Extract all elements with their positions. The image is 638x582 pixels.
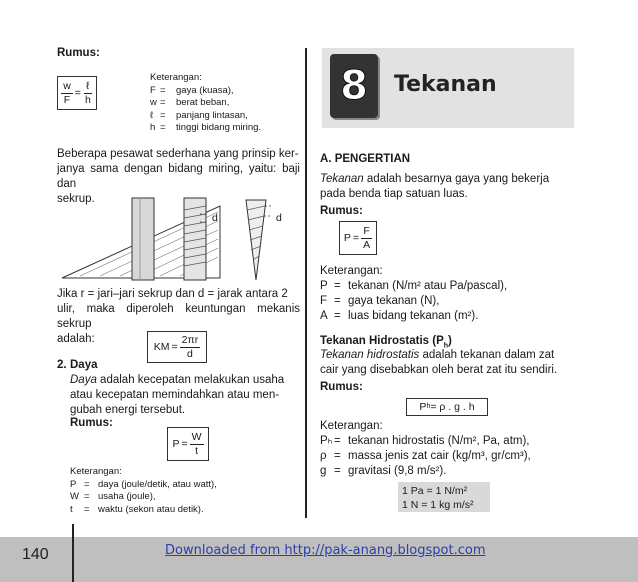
keterangan-description: tinggi bidang miring. (176, 122, 262, 133)
keterangan-item (320, 309, 507, 324)
keterangan-equals: = (334, 280, 341, 292)
text-line: atau kecepatan memindahkan atau men- (70, 389, 280, 401)
keterangan-symbol: P (320, 280, 328, 292)
formula-num: W (191, 430, 202, 443)
keterangan-equals: = (84, 478, 90, 490)
formula-w-F (57, 76, 97, 110)
formula-den: d (187, 347, 193, 360)
keterangan-symbol: g (320, 465, 327, 477)
keterangan-item (70, 504, 217, 517)
formula-subscript: h (426, 403, 431, 410)
keterangan-list (320, 279, 507, 324)
rumus-label-hidro: Rumus: (320, 381, 363, 393)
heading-subscript: h (443, 342, 449, 350)
daya-title: Daya (70, 359, 98, 371)
definition-hidrostatis (320, 348, 572, 378)
keterangan-hidrostatis (320, 419, 531, 479)
heading-close: ) (448, 335, 452, 347)
keterangan-description: luas bidang tekanan (m²). (348, 310, 479, 322)
keterangan-item (320, 279, 507, 294)
keterangan-block (150, 72, 261, 135)
formula-rhs: = ρ . g . h (430, 401, 475, 413)
rumus-label-right: Rumus: (320, 205, 363, 217)
keterangan-item (70, 491, 217, 504)
text-line (320, 348, 572, 363)
keterangan-title: Keterangan: (70, 466, 122, 477)
formula-num: ℓ (86, 79, 90, 92)
rumus-label: Rumus: (57, 47, 100, 59)
keterangan-symbol: h (150, 122, 156, 133)
heading-text: Tekanan Hidrostatis (P (320, 335, 444, 347)
italic-term: Daya (70, 374, 97, 386)
formula-p-w-t (167, 427, 209, 461)
keterangan-equals: = (334, 465, 341, 477)
chapter-title: Tekanan (394, 72, 497, 97)
keterangan-description: gaya tekanan (N), (348, 295, 440, 307)
text-line: Beberapa pesawat sederhana yang prinsip ker- (57, 148, 299, 160)
formula-eq: = (352, 232, 360, 244)
keterangan-equals: = (160, 122, 166, 133)
keterangan-symbol: A (320, 310, 328, 322)
keterangan-equals: = (160, 84, 166, 96)
formula-num: 2πr (181, 333, 199, 346)
formula-lhs: KM (153, 341, 170, 353)
chapter-number: 8 (340, 63, 368, 109)
keterangan-symbol: ℓ (150, 109, 154, 121)
formula-lhs: P (419, 401, 427, 413)
text-span: adalah besarnya gaya yang bekerja (363, 173, 550, 185)
keterangan-equals: = (334, 435, 341, 447)
keterangan-list (150, 85, 261, 135)
keterangan-item (70, 479, 217, 492)
text-line: cair yang disebabkan oleh berat zat itu sendiri. (320, 364, 558, 376)
keterangan-equals: = (84, 491, 90, 502)
formula-ph (406, 398, 488, 416)
chapter-number-badge (330, 54, 378, 118)
keterangan-description: tekanan (N/m² atau Pa/pascal), (348, 280, 508, 292)
formula-lhs: P (343, 232, 351, 244)
keterangan-description: daya (joule/detik, atau watt), (98, 478, 217, 490)
keterangan-title: Keterangan: (320, 420, 383, 432)
formula-num: F (363, 224, 370, 237)
keterangan-equals: = (160, 97, 166, 108)
text-line: ulir, maka diperoleh keuntungan mekanis sekrup (57, 303, 300, 330)
keterangan-symbol: ρ (320, 450, 327, 462)
text-span: adalah kecepatan melakukan usaha (96, 374, 285, 386)
formula-den: A (363, 238, 371, 251)
keterangan-tekanan (320, 264, 507, 324)
keterangan-list (70, 479, 217, 517)
formula-eq: = (74, 87, 81, 99)
keterangan-symbol: w (150, 97, 157, 108)
formula-den: h (84, 93, 91, 106)
keterangan-symbol: F (320, 295, 328, 307)
unit-line: 1 N = 1 kg m/s² (402, 499, 474, 511)
keterangan-description: berat beban, (176, 97, 230, 108)
keterangan-symbol: Pₕ (320, 435, 333, 447)
formula-lhs: P (172, 438, 180, 450)
daya-keterangan (70, 466, 217, 516)
keterangan-item (320, 464, 531, 479)
definition-tekanan (320, 172, 570, 202)
keterangan-symbol: F (150, 84, 156, 96)
keterangan-item (150, 122, 261, 135)
text-line (320, 172, 570, 187)
page-number: 140 (22, 546, 49, 563)
italic-term: Tekanan (320, 173, 364, 185)
keterangan-item (150, 97, 261, 110)
formula-eq: = (171, 341, 178, 353)
formula-km (147, 331, 207, 363)
keterangan-title: Keterangan: (320, 265, 383, 277)
label-d-screw: d (212, 212, 218, 224)
post-shape (132, 198, 154, 280)
keterangan-equals: = (334, 295, 341, 307)
text-line: gubah energi tersebut. (70, 404, 186, 416)
keterangan-equals: = (334, 310, 341, 322)
text-span: adalah tekanan dalam zat (419, 349, 555, 361)
keterangan-equals: = (84, 503, 90, 515)
figure-baji-sekrup (60, 196, 300, 281)
keterangan-description: tekanan hidrostatis (N/m², Pa, atm), (348, 435, 530, 447)
formula-den: F (63, 93, 71, 106)
keterangan-item (320, 449, 531, 464)
text-line: adalah: (57, 333, 95, 345)
daya-number: 2. (57, 359, 67, 371)
label-d-point: d (276, 212, 282, 224)
keterangan-description: usaha (joule), (98, 491, 156, 502)
keterangan-item (320, 434, 531, 449)
keterangan-equals: = (334, 450, 341, 462)
italic-term: Tekanan hidrostatis (320, 349, 420, 361)
keterangan-symbol: P (70, 478, 77, 490)
keterangan-description: gravitasi (9,8 m/s²). (348, 465, 447, 477)
text-line: janya sama dengan bidang miring, yaitu: baji dan (57, 163, 300, 190)
unit-conversion-box (398, 482, 490, 512)
keterangan-description: massa jenis zat cair (kg/m³, gr/cm³), (348, 450, 531, 462)
formula-p-f-a (339, 221, 377, 255)
keterangan-symbol: t (70, 503, 73, 515)
daya-rumus-label: Rumus: (70, 417, 113, 429)
keterangan-description: gaya (kuasa), (176, 84, 234, 96)
keterangan-item (320, 294, 507, 309)
keterangan-item (150, 110, 261, 123)
screw-point (246, 200, 266, 280)
formula-den: t (195, 444, 199, 457)
keterangan-title: Keterangan: (150, 72, 202, 83)
text-line (70, 373, 300, 388)
keterangan-description: panjang lintasan, (176, 109, 248, 121)
keterangan-equals: = (160, 109, 166, 121)
unit-line: 1 Pa = 1 N/m² (402, 485, 468, 497)
keterangan-description: waktu (sekon atau detik). (98, 503, 204, 515)
formula-num: w (63, 79, 71, 92)
keterangan-list (320, 434, 531, 479)
keterangan-symbol: W (70, 491, 79, 502)
column-divider (305, 48, 307, 518)
text-line: Jika r = jari–jari sekrup dan d = jarak antara 2 (57, 288, 288, 300)
download-link[interactable]: Downloaded from http://pak-anang.blogspot.com (165, 543, 486, 558)
section-heading-pengertian: A. PENGERTIAN (320, 153, 411, 165)
daya-paragraph (70, 373, 300, 418)
text-line: pada benda tiap satuan luas. (320, 188, 468, 200)
keterangan-item (150, 85, 261, 98)
text-line: sekrup. (57, 193, 95, 205)
footer-divider (72, 524, 74, 582)
formula-eq: = (181, 438, 188, 450)
